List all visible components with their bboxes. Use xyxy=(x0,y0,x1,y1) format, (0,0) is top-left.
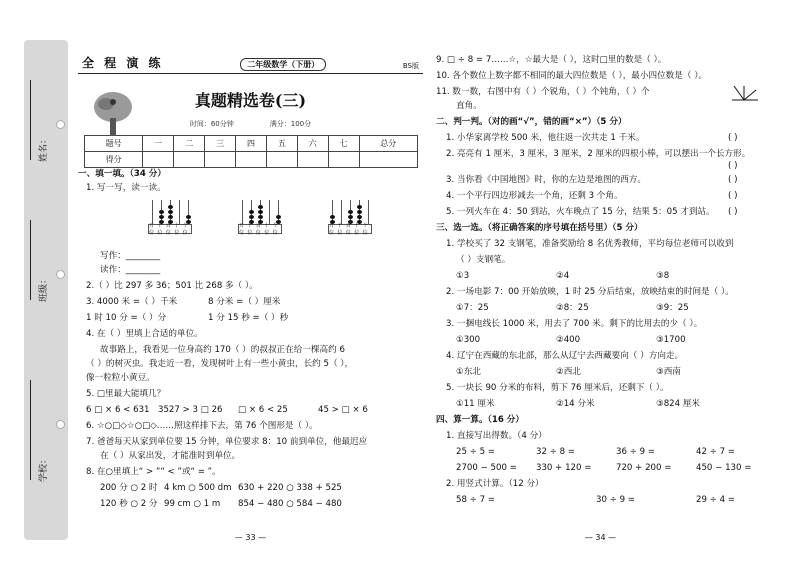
abacus-rod xyxy=(269,200,270,224)
abacus-rod xyxy=(341,200,342,224)
question-line: 1 时 10 分 =（ ）分 xyxy=(86,313,167,323)
table-cell: 得分 xyxy=(85,152,143,168)
question-line: 10. 各个数位上数字都不相同的最大四位数是（ ），最小四位数是（ ）。 xyxy=(436,71,708,81)
question-line: 2.（ ）比 297 多 36；501 比 268 多（ ）。 xyxy=(86,281,258,291)
abacus-rod xyxy=(242,200,243,224)
question-line: 854 − 480 ○ 584 − 480 xyxy=(238,499,342,509)
question-line: 200 分 ○ 2 时 xyxy=(100,483,158,493)
abacus-place-label: 个位 xyxy=(182,223,188,236)
grade-badge: 二年级数学（下册） xyxy=(240,58,326,71)
question-line: ①东北 xyxy=(456,367,481,377)
question-line: 3. 4000 米 =（ ）千米 xyxy=(86,297,178,307)
question-line: （ ）支钢笔。 xyxy=(456,255,511,265)
page-number: — 34 — xyxy=(584,533,617,542)
binding-strip xyxy=(24,40,68,540)
abacus-place-label: 万位 xyxy=(149,223,155,236)
abacus-base xyxy=(148,224,192,234)
abacus-figure xyxy=(238,200,282,234)
question-line: 4. 辽宁在西藏的东北部，那么从辽宁去西藏要向（ ）方向走。 xyxy=(446,351,684,361)
question-line: 630 + 220 ○ 338 + 525 xyxy=(238,483,342,493)
abacus-bead xyxy=(357,205,362,209)
abacus-bead xyxy=(249,215,254,219)
table-cell: 五 xyxy=(266,136,297,152)
table-row xyxy=(85,152,418,168)
abacus-bead xyxy=(168,210,173,214)
question-line: 6. ☆○□◇☆○□◇……照这样排下去，第 76 个图形是（ ）。 xyxy=(86,421,318,431)
table-cell: 总分 xyxy=(359,136,417,152)
question-line: ③西南 xyxy=(656,367,681,377)
abacus-bead xyxy=(258,215,263,219)
abacus-rod xyxy=(368,200,369,224)
abacus-place-label: 万位 xyxy=(239,223,245,236)
abacus-bead xyxy=(357,210,362,214)
binding-hole xyxy=(56,120,65,129)
brand-logo: 全 程 演 练 xyxy=(82,56,164,70)
question-line: 1. 写一写，读一读。 xyxy=(86,183,166,193)
question-line: 6 □ × 6 < 631 xyxy=(86,405,150,415)
table-cell: 一 xyxy=(143,136,174,152)
page-right xyxy=(428,42,773,542)
question-line: 11. 数一数，右图中有（ ）个锐角，（ ）个钝角，（ ）个 xyxy=(436,87,650,97)
question-line: 5. □里最大能填几？ xyxy=(86,389,166,399)
answer-bracket[interactable]: ( ) xyxy=(728,161,738,171)
question-line: 5. 一列火车在 4：50 到站，火车晚点了 15 分，结果 5：05 才到站。 xyxy=(446,207,715,217)
question-line: 像一粒粒小黄豆。 xyxy=(86,373,155,383)
abacus-bead xyxy=(258,205,263,209)
question-line: ①11 厘米 xyxy=(456,399,495,409)
abacus-place-label: 千位 xyxy=(247,223,253,236)
table-cell: 七 xyxy=(328,136,359,152)
score-cell[interactable] xyxy=(359,152,417,168)
score-cell[interactable] xyxy=(174,152,205,168)
school-label: 学校： xyxy=(39,454,49,482)
score-cell[interactable] xyxy=(297,152,328,168)
question-line: 1. 学校买了 32 支钢笔，准备奖励给 8 名优秀教师，平均每位老师可以收到 xyxy=(446,239,734,249)
abacus-place-label: 十位 xyxy=(174,223,180,236)
name-label: 姓名： xyxy=(39,134,49,162)
question-line: 45 > □ × 6 xyxy=(318,405,368,415)
abacus-place-label: 个位 xyxy=(362,223,368,236)
question-line: ②西北 xyxy=(556,367,581,377)
class-label: 班级： xyxy=(39,274,49,302)
question-line: 1. 小华家离学校 500 米，他往返一次共走 1 千米。 xyxy=(446,133,645,143)
table-cell: 题号 xyxy=(85,136,143,152)
abacus-place-label: 百位 xyxy=(345,223,351,236)
score-cell[interactable] xyxy=(328,152,359,168)
question-line: ①3 xyxy=(456,271,470,281)
abacus-bead xyxy=(159,210,164,214)
abacus-place-label: 千位 xyxy=(337,223,343,236)
abacus-bead xyxy=(186,215,191,219)
question-line: 直角。 xyxy=(456,101,482,111)
abacus-place-label: 千位 xyxy=(157,223,163,236)
table-cell: 二 xyxy=(174,136,205,152)
question-line: 在（ ）从家出发，才能准时到单位。 xyxy=(100,451,241,461)
section-heading: 三、选一选。（将正确答案的序号填在括号里）（5 分） xyxy=(436,223,643,233)
question-line: ②400 xyxy=(556,335,581,345)
page-left xyxy=(78,42,423,542)
abacus-bead xyxy=(258,210,263,214)
abacus-rod xyxy=(152,200,153,224)
answer-bracket[interactable]: ( ) xyxy=(728,191,738,201)
abacus-figure xyxy=(328,200,372,234)
question-line: ②4 xyxy=(556,271,570,281)
abacus-bead xyxy=(159,215,164,219)
question-line: □ × 6 < 25 xyxy=(238,405,288,415)
binding-hole xyxy=(56,420,65,429)
question-line: ②8：25 xyxy=(556,303,589,313)
question-line: 330 + 120 = xyxy=(536,463,592,473)
class-line xyxy=(30,220,31,300)
question-line: 99 cm ○ 1 m xyxy=(164,499,221,509)
question-line: 8. 在○里填上“ > ”“ < ”或“ = ”。 xyxy=(86,467,221,477)
question-line: 故事路上，我看见一位身高约 170（ ）的叔叔正在给一棵高约 6 xyxy=(100,345,345,355)
abacus-bead xyxy=(348,210,353,214)
question-line: 7. 爸爸每天从家到单位要 15 分钟，单位要求 8：10 前到单位，他最迟应 xyxy=(86,437,368,447)
abacus-base xyxy=(328,224,372,234)
page-title: 真题精选卷(三) xyxy=(194,91,307,110)
score-cell[interactable] xyxy=(236,152,267,168)
question-line: 4. 一个平行四边形减去一个角，还剩 3 个角。 xyxy=(446,191,623,201)
abacus-base xyxy=(238,224,282,234)
score-cell[interactable] xyxy=(143,152,174,168)
table-row xyxy=(85,136,418,152)
abacus-rod xyxy=(179,200,180,224)
question-line: 2700 − 500 = xyxy=(456,463,517,473)
question-line: 3. 一捆电线长 1000 米，用去了 700 米。剩下的比用去的少（ ）。 xyxy=(446,319,703,329)
question-line: 9. □ ÷ 8 = 7……☆，☆最大是（ ），这时□里的数是（ ）。 xyxy=(436,55,667,65)
question-line: 写作：________ xyxy=(100,251,161,261)
score-cell[interactable] xyxy=(205,152,236,168)
score-table xyxy=(84,135,418,168)
question-line: 450 − 130 = xyxy=(696,463,752,473)
abacus-place-label: 百位 xyxy=(255,223,261,236)
page-number: — 33 — xyxy=(234,533,267,542)
question-line: 1. 直接写出得数。（4 分） xyxy=(446,431,547,441)
question-line: 读作：________ xyxy=(100,265,161,275)
question-line: 3. 当你看《中国地图》时，你的左边是地图的西方。 xyxy=(446,175,646,185)
abacus-place-label: 十位 xyxy=(354,223,360,236)
section-heading: 一、填一填。（34 分） xyxy=(78,169,166,179)
table-cell: 三 xyxy=(205,136,236,152)
question-line: 29 ÷ 4 = xyxy=(696,495,735,505)
question-line: 25 ÷ 5 = xyxy=(456,447,495,457)
question-line: 2. 用竖式计算。（12 分） xyxy=(446,479,544,489)
question-line: 42 ÷ 7 = xyxy=(696,447,735,457)
question-line: ①300 xyxy=(456,335,481,345)
abacus-bead xyxy=(276,215,281,219)
full-score-label: 满分：100分 xyxy=(269,120,312,128)
answer-bracket[interactable]: ( ) xyxy=(728,207,738,217)
table-cell: 四 xyxy=(236,136,267,152)
abacus-bead xyxy=(168,205,173,209)
angle-figure xyxy=(728,82,760,102)
school-line xyxy=(30,380,31,480)
abacus-place-label: 个位 xyxy=(272,223,278,236)
question-line: 720 + 200 = xyxy=(616,463,672,473)
question-line: ③1700 xyxy=(656,335,686,345)
tree-illustration xyxy=(92,90,134,138)
question-line: （ ）的树灭虫。我走近一看，发现树叶上有一些小黄虫，长约 5（ ）， xyxy=(86,359,354,369)
section-heading: 二、判一判。（对的画“√”，错的画“×”）（5 分） xyxy=(436,117,627,127)
answer-bracket[interactable]: ( ) xyxy=(728,133,738,143)
question-line: ③824 厘米 xyxy=(656,399,701,409)
question-line: 5. 一块长 90 分米的布料，剪下 76 厘米后，还剩下（ ）。 xyxy=(446,383,669,393)
edition-label: BS版 xyxy=(402,62,419,70)
abacus-bead xyxy=(357,215,362,219)
question-line: 30 ÷ 9 = xyxy=(596,495,635,505)
question-line: 2. 亮亮有 1 厘米，3 厘米，3 厘米，2 厘米的四根小棒，可以摆出一个长方形。 xyxy=(446,149,751,159)
page-header xyxy=(78,42,423,74)
question-line: 36 ÷ 9 = xyxy=(616,447,655,457)
abacus-bead xyxy=(330,215,335,219)
abacus-place-label: 百位 xyxy=(165,223,171,236)
question-line: 4 km ○ 500 dm xyxy=(164,483,232,493)
abacus-bead xyxy=(348,215,353,219)
abacus-bead xyxy=(249,210,254,214)
abacus-place-label: 十位 xyxy=(264,223,270,236)
table-cell: 六 xyxy=(297,136,328,152)
name-line xyxy=(30,80,31,160)
question-line: 1 分 15 秒 =（ ）秒 xyxy=(208,313,289,323)
question-line: ②14 分米 xyxy=(556,399,595,409)
question-line: ③8 xyxy=(656,271,670,281)
score-cell[interactable] xyxy=(266,152,297,168)
question-line: 8 分米 =（ ）厘米 xyxy=(208,297,281,307)
question-line: ③9：25 xyxy=(656,303,689,313)
abacus-bead xyxy=(168,215,173,219)
binding-hole xyxy=(56,270,65,279)
abacus-place-label: 万位 xyxy=(329,223,335,236)
question-line: 32 ÷ 8 = xyxy=(536,447,575,457)
question-line: 4. 在（ ）里填上合适的单位。 xyxy=(86,329,203,339)
question-line: 3527 > 3 □ 26 xyxy=(158,405,223,415)
section-heading: 四、算一算。（16 分） xyxy=(436,415,524,425)
question-line: 58 ÷ 7 = xyxy=(456,495,495,505)
question-line: 2. 一场电影 7：00 开始放映，1 时 25 分后结束，放映结束的时间是（ ）。 xyxy=(446,287,734,297)
time-label: 时间：60分钟 xyxy=(189,120,234,128)
question-line: 120 秒 ○ 2 分 xyxy=(100,499,158,509)
answer-bracket[interactable]: ( ) xyxy=(728,175,738,185)
abacus-figure xyxy=(148,200,192,234)
question-line: ①7：25 xyxy=(456,303,489,313)
